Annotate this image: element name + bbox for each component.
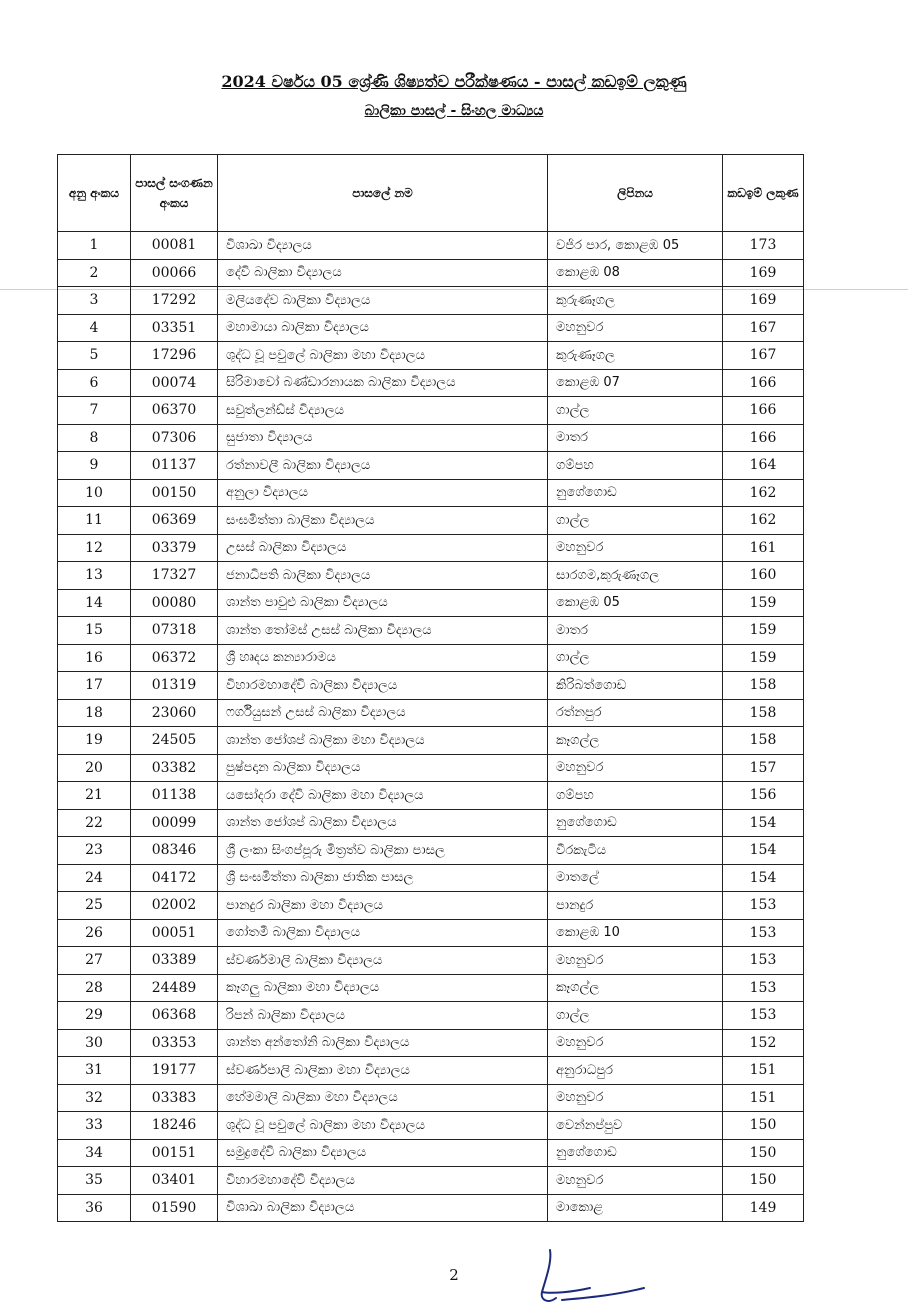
row-address: පානදුර bbox=[548, 892, 723, 920]
row-address: මාතර bbox=[548, 617, 723, 645]
row-school-name: ස්වර්ණමාලි බාලිකා විද්‍යාලය bbox=[218, 947, 548, 975]
row-index: 14 bbox=[58, 589, 131, 617]
row-school-code: 04172 bbox=[131, 864, 218, 892]
table-row bbox=[58, 479, 804, 507]
row-cutoff-mark: 158 bbox=[723, 727, 804, 755]
row-school-name: ෆර්ගියුසන් උසස් බාලිකා විද්‍යාලය bbox=[218, 699, 548, 727]
row-index: 18 bbox=[58, 699, 131, 727]
row-cutoff-mark: 159 bbox=[723, 644, 804, 672]
row-school-code: 03351 bbox=[131, 314, 218, 342]
row-cutoff-mark: 154 bbox=[723, 837, 804, 865]
row-cutoff-mark: 166 bbox=[723, 369, 804, 397]
header-address: ලිපිනය bbox=[548, 155, 723, 232]
row-school-name: විහාරමහාදේවි බාලිකා විද්‍යාලය bbox=[218, 672, 548, 700]
table-row bbox=[58, 1002, 804, 1030]
row-school-code: 08346 bbox=[131, 837, 218, 865]
row-index: 12 bbox=[58, 534, 131, 562]
cutoff-marks-table bbox=[57, 154, 804, 1222]
row-school-code: 03382 bbox=[131, 754, 218, 782]
page-title: 2024 වර්ෂය 05 ශ්‍රේණි ශිෂ්‍යත්ව පරීක්ෂණය - පාසල් කඩඉම් ලකුණු bbox=[221, 72, 687, 91]
table-row bbox=[58, 589, 804, 617]
row-school-code: 03379 bbox=[131, 534, 218, 562]
row-school-name: සමුද්‍රදේවි බාලිකා විද්‍යාලය bbox=[218, 1139, 548, 1167]
row-school-code: 03353 bbox=[131, 1029, 218, 1057]
row-school-name: හේමමාලි බාලිකා මහා විද්‍යාලය bbox=[218, 1084, 548, 1112]
table-row bbox=[58, 1057, 804, 1085]
table-row bbox=[58, 1139, 804, 1167]
row-cutoff-mark: 153 bbox=[723, 974, 804, 1002]
row-school-name: දේවි බාලිකා විද්‍යාලය bbox=[218, 259, 548, 287]
header-school-name: පාසලේ නම bbox=[218, 155, 548, 232]
row-cutoff-mark: 158 bbox=[723, 672, 804, 700]
page-number: 2 bbox=[449, 1266, 459, 1284]
row-index: 35 bbox=[58, 1167, 131, 1195]
row-cutoff-mark: 150 bbox=[723, 1139, 804, 1167]
row-school-code: 01137 bbox=[131, 452, 218, 480]
row-index: 17 bbox=[58, 672, 131, 700]
row-index: 26 bbox=[58, 919, 131, 947]
row-address: මහනුවර bbox=[548, 754, 723, 782]
row-index: 1 bbox=[58, 232, 131, 260]
row-address: කොළඹ 10 bbox=[548, 919, 723, 947]
row-school-name: සවුත්ලන්ඩ්ස් විද්‍යාලය bbox=[218, 397, 548, 425]
row-address: මාතලේ bbox=[548, 864, 723, 892]
row-address: ගාල්ල bbox=[548, 1002, 723, 1030]
row-address: ගාල්ල bbox=[548, 397, 723, 425]
row-address: කොළඹ 07 bbox=[548, 369, 723, 397]
row-cutoff-mark: 166 bbox=[723, 424, 804, 452]
table-row bbox=[58, 232, 804, 260]
row-school-code: 06368 bbox=[131, 1002, 218, 1030]
table-row bbox=[58, 892, 804, 920]
row-school-name: ශාන්ත ජෝශප් බාලිකා විද්‍යාලය bbox=[218, 809, 548, 837]
row-index: 24 bbox=[58, 864, 131, 892]
row-cutoff-mark: 156 bbox=[723, 782, 804, 810]
row-school-name: විශාඛා විද්‍යාලය bbox=[218, 232, 548, 260]
row-school-code: 18246 bbox=[131, 1112, 218, 1140]
table-row bbox=[58, 644, 804, 672]
row-index: 22 bbox=[58, 809, 131, 837]
row-school-name: උසස් බාලිකා විද්‍යාලය bbox=[218, 534, 548, 562]
row-cutoff-mark: 153 bbox=[723, 1002, 804, 1030]
table-row bbox=[58, 534, 804, 562]
row-index: 34 bbox=[58, 1139, 131, 1167]
table-row bbox=[58, 424, 804, 452]
row-index: 6 bbox=[58, 369, 131, 397]
row-school-code: 17296 bbox=[131, 342, 218, 370]
row-school-name: ශාන්ත පාවුළු බාලිකා විද්‍යාලය bbox=[218, 589, 548, 617]
row-cutoff-mark: 151 bbox=[723, 1084, 804, 1112]
row-school-code: 06372 bbox=[131, 644, 218, 672]
row-index: 2 bbox=[58, 259, 131, 287]
table-row bbox=[58, 369, 804, 397]
row-cutoff-mark: 164 bbox=[723, 452, 804, 480]
row-school-name: විශාඛා බාලිකා විද්‍යාලය bbox=[218, 1194, 548, 1222]
row-index: 9 bbox=[58, 452, 131, 480]
row-school-name: කෑගලු බාලිකා මහා විද්‍යාලය bbox=[218, 974, 548, 1002]
row-cutoff-mark: 159 bbox=[723, 589, 804, 617]
row-school-code: 00099 bbox=[131, 809, 218, 837]
row-school-code: 19177 bbox=[131, 1057, 218, 1085]
row-school-code: 03383 bbox=[131, 1084, 218, 1112]
row-school-code: 24505 bbox=[131, 727, 218, 755]
table-row bbox=[58, 727, 804, 755]
row-cutoff-mark: 151 bbox=[723, 1057, 804, 1085]
row-cutoff-mark: 152 bbox=[723, 1029, 804, 1057]
row-school-name: රත්නාවලී බාලිකා විද්‍යාලය bbox=[218, 452, 548, 480]
row-school-code: 00081 bbox=[131, 232, 218, 260]
row-school-code: 07306 bbox=[131, 424, 218, 452]
row-cutoff-mark: 161 bbox=[723, 534, 804, 562]
table-row bbox=[58, 1167, 804, 1195]
table-row bbox=[58, 562, 804, 590]
row-school-name: ශ්‍රී සංඝමිත්තා බාලිකා ජාතික පාසල bbox=[218, 864, 548, 892]
row-cutoff-mark: 159 bbox=[723, 617, 804, 645]
row-address: කුරුණෑගල bbox=[548, 342, 723, 370]
row-school-code: 01138 bbox=[131, 782, 218, 810]
row-address: සාරගම,කුරුණෑගල bbox=[548, 562, 723, 590]
signature-mark bbox=[532, 1248, 652, 1307]
row-address: නුගේගොඩ bbox=[548, 1139, 723, 1167]
row-index: 25 bbox=[58, 892, 131, 920]
row-address: ගම්පහ bbox=[548, 452, 723, 480]
table-row bbox=[58, 507, 804, 535]
row-index: 36 bbox=[58, 1194, 131, 1222]
row-cutoff-mark: 166 bbox=[723, 397, 804, 425]
row-school-code: 17292 bbox=[131, 287, 218, 315]
row-school-code: 00051 bbox=[131, 919, 218, 947]
row-index: 3 bbox=[58, 287, 131, 315]
row-school-name: ශුද්ධ වූ පවුලේ බාලිකා මහා විද්‍යාලය bbox=[218, 342, 548, 370]
table-row bbox=[58, 287, 804, 315]
row-address: වෙන්නප්පුව bbox=[548, 1112, 723, 1140]
row-address: වජිර පාර, කොළඹ 05 bbox=[548, 232, 723, 260]
row-school-code: 06370 bbox=[131, 397, 218, 425]
header-school-code: පාසල් සංගණන අංකය bbox=[131, 155, 218, 232]
row-address: මහනුවර bbox=[548, 1084, 723, 1112]
table-row bbox=[58, 1194, 804, 1222]
table-row bbox=[58, 672, 804, 700]
row-address: කොළඹ 08 bbox=[548, 259, 723, 287]
row-address: නුගේගොඩ bbox=[548, 809, 723, 837]
row-school-name: විහාරමහාදේවි විද්‍යාලය bbox=[218, 1167, 548, 1195]
table-row bbox=[58, 617, 804, 645]
table-row bbox=[58, 342, 804, 370]
row-address: මහනුවර bbox=[548, 534, 723, 562]
table-header-row bbox=[58, 155, 804, 232]
row-school-code: 00066 bbox=[131, 259, 218, 287]
row-school-code: 24489 bbox=[131, 974, 218, 1002]
row-cutoff-mark: 149 bbox=[723, 1194, 804, 1222]
row-school-name: සුජාතා විද්‍යාලය bbox=[218, 424, 548, 452]
table-row bbox=[58, 947, 804, 975]
table-row bbox=[58, 1029, 804, 1057]
row-cutoff-mark: 158 bbox=[723, 699, 804, 727]
table-row bbox=[58, 974, 804, 1002]
row-school-name: පුෂ්පදාන බාලිකා විද්‍යාලය bbox=[218, 754, 548, 782]
row-address: වීරකැටිය bbox=[548, 837, 723, 865]
row-index: 13 bbox=[58, 562, 131, 590]
header-cutoff-mark: කඩඉම් ලකුණ bbox=[723, 155, 804, 232]
row-index: 8 bbox=[58, 424, 131, 452]
table-row bbox=[58, 1084, 804, 1112]
row-index: 7 bbox=[58, 397, 131, 425]
row-school-code: 07318 bbox=[131, 617, 218, 645]
table-row bbox=[58, 782, 804, 810]
row-address: මහනුවර bbox=[548, 947, 723, 975]
row-school-code: 01319 bbox=[131, 672, 218, 700]
row-cutoff-mark: 167 bbox=[723, 314, 804, 342]
row-school-code: 03389 bbox=[131, 947, 218, 975]
row-index: 32 bbox=[58, 1084, 131, 1112]
row-address: මාකොළ bbox=[548, 1194, 723, 1222]
row-cutoff-mark: 153 bbox=[723, 892, 804, 920]
row-address: නුගේගොඩ bbox=[548, 479, 723, 507]
table-row bbox=[58, 919, 804, 947]
row-cutoff-mark: 153 bbox=[723, 947, 804, 975]
row-index: 33 bbox=[58, 1112, 131, 1140]
table-row bbox=[58, 259, 804, 287]
row-school-name: ජනාධිපති බාලිකා විද්‍යාලය bbox=[218, 562, 548, 590]
row-cutoff-mark: 154 bbox=[723, 864, 804, 892]
table-row bbox=[58, 754, 804, 782]
table-row bbox=[58, 809, 804, 837]
row-cutoff-mark: 169 bbox=[723, 287, 804, 315]
table-row bbox=[58, 837, 804, 865]
row-school-name: පානදුර බාලිකා මහා විද්‍යාලය bbox=[218, 892, 548, 920]
row-index: 20 bbox=[58, 754, 131, 782]
row-index: 21 bbox=[58, 782, 131, 810]
row-school-name: ශාන්ත තෝමස් උසස් බාලිකා විද්‍යාලය bbox=[218, 617, 548, 645]
row-address: කෑගල්ල bbox=[548, 727, 723, 755]
row-cutoff-mark: 167 bbox=[723, 342, 804, 370]
row-school-name: ශාන්ත අන්තෝනි බාලිකා විද්‍යාලය bbox=[218, 1029, 548, 1057]
row-school-name: සිරිමාවෝ බණ්ඩාරනායක බාලිකා විද්‍යාලය bbox=[218, 369, 548, 397]
table-row bbox=[58, 397, 804, 425]
row-school-code: 00150 bbox=[131, 479, 218, 507]
row-address: මහනුවර bbox=[548, 314, 723, 342]
row-school-name: ශුද්ධ වූ පවුලේ බාලිකා මහා විද්‍යාලය bbox=[218, 1112, 548, 1140]
row-address: කෑගල්ල bbox=[548, 974, 723, 1002]
row-school-name: ශ්‍රී හෘදය කන්‍යාරාමය bbox=[218, 644, 548, 672]
row-address: අනුරාධපුර bbox=[548, 1057, 723, 1085]
row-cutoff-mark: 160 bbox=[723, 562, 804, 590]
table-row bbox=[58, 864, 804, 892]
row-cutoff-mark: 154 bbox=[723, 809, 804, 837]
row-school-name: අනුලා විද්‍යාලය bbox=[218, 479, 548, 507]
page-subtitle: බාලිකා පාසල් - සිංහල මාධ්‍යය bbox=[364, 103, 544, 119]
row-school-code: 03401 bbox=[131, 1167, 218, 1195]
row-school-name: යසෝදරා දේවි බාලිකා මහා විද්‍යාලය bbox=[218, 782, 548, 810]
row-index: 16 bbox=[58, 644, 131, 672]
row-cutoff-mark: 150 bbox=[723, 1167, 804, 1195]
row-index: 23 bbox=[58, 837, 131, 865]
table-row bbox=[58, 314, 804, 342]
row-address: කුරුණෑගල bbox=[548, 287, 723, 315]
row-school-name: ශ්‍රී ලංකා සිංගප්පූරු මිත්‍රත්ව බාලිකා පාසල bbox=[218, 837, 548, 865]
row-school-name: මලියදේව බාලිකා විද්‍යාලය bbox=[218, 287, 548, 315]
row-school-code: 06369 bbox=[131, 507, 218, 535]
row-school-code: 23060 bbox=[131, 699, 218, 727]
row-school-code: 01590 bbox=[131, 1194, 218, 1222]
row-cutoff-mark: 169 bbox=[723, 259, 804, 287]
table-row bbox=[58, 699, 804, 727]
row-address: ගාල්ල bbox=[548, 507, 723, 535]
row-school-code: 00074 bbox=[131, 369, 218, 397]
row-index: 4 bbox=[58, 314, 131, 342]
row-index: 15 bbox=[58, 617, 131, 645]
row-address: මාතර bbox=[548, 424, 723, 452]
row-index: 30 bbox=[58, 1029, 131, 1057]
header-index: අනු අංකය bbox=[58, 155, 131, 232]
row-school-name: රිපන් බාලිකා විද්‍යාලය bbox=[218, 1002, 548, 1030]
row-address: මහනුවර bbox=[548, 1029, 723, 1057]
row-index: 28 bbox=[58, 974, 131, 1002]
row-school-name: මහාමායා බාලිකා විද්‍යාලය bbox=[218, 314, 548, 342]
row-address: කිරිබත්ගොඩ bbox=[548, 672, 723, 700]
row-cutoff-mark: 157 bbox=[723, 754, 804, 782]
row-index: 5 bbox=[58, 342, 131, 370]
row-cutoff-mark: 162 bbox=[723, 507, 804, 535]
row-school-code: 00151 bbox=[131, 1139, 218, 1167]
row-address: ගම්පහ bbox=[548, 782, 723, 810]
table-row bbox=[58, 452, 804, 480]
row-school-code: 00080 bbox=[131, 589, 218, 617]
row-address: මහනුවර bbox=[548, 1167, 723, 1195]
row-school-name: ශාන්ත ජෝශප් බාලිකා මහා විද්‍යාලය bbox=[218, 727, 548, 755]
row-index: 31 bbox=[58, 1057, 131, 1085]
row-school-code: 17327 bbox=[131, 562, 218, 590]
row-cutoff-mark: 150 bbox=[723, 1112, 804, 1140]
row-address: කොළඹ 05 bbox=[548, 589, 723, 617]
row-index: 10 bbox=[58, 479, 131, 507]
row-index: 11 bbox=[58, 507, 131, 535]
row-cutoff-mark: 173 bbox=[723, 232, 804, 260]
row-index: 19 bbox=[58, 727, 131, 755]
row-index: 29 bbox=[58, 1002, 131, 1030]
row-school-name: ගෝතමී බාලිකා විද්‍යාලය bbox=[218, 919, 548, 947]
row-cutoff-mark: 153 bbox=[723, 919, 804, 947]
row-school-code: 02002 bbox=[131, 892, 218, 920]
row-school-name: සංඝමිත්තා බාලිකා විද්‍යාලය bbox=[218, 507, 548, 535]
row-school-name: ස්වර්ණපාලි බාලිකා මහා විද්‍යාලය bbox=[218, 1057, 548, 1085]
row-address: ගාල්ල bbox=[548, 644, 723, 672]
row-cutoff-mark: 162 bbox=[723, 479, 804, 507]
table-row bbox=[58, 1112, 804, 1140]
row-index: 27 bbox=[58, 947, 131, 975]
row-address: රත්නපුර bbox=[548, 699, 723, 727]
